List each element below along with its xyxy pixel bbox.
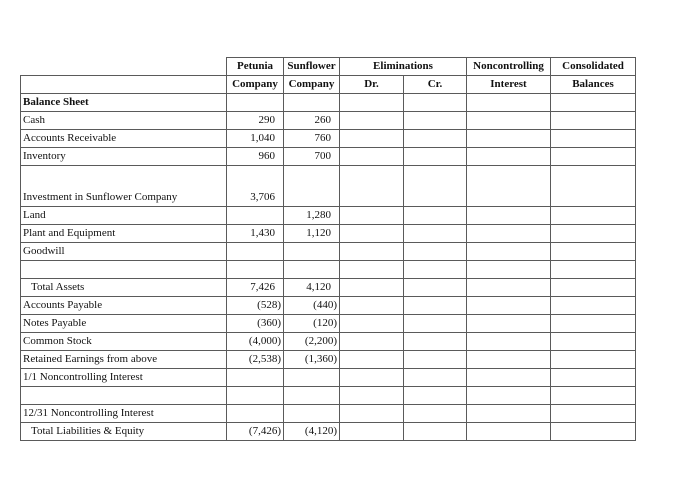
header-balances: Balances <box>551 76 636 94</box>
table-row <box>21 261 636 279</box>
sunflower-value: (120) <box>284 315 340 333</box>
table-row <box>21 166 636 207</box>
row-label: Total Assets <box>21 279 227 297</box>
petunia-value: (7,426) <box>227 423 284 441</box>
sunflower-value <box>284 166 340 207</box>
petunia-value <box>227 207 284 225</box>
table-row <box>21 112 636 130</box>
header-dr: Dr. <box>340 76 404 94</box>
petunia-value: 7,426 <box>227 279 284 297</box>
sunflower-value <box>284 243 340 261</box>
row-label: 1/1 Noncontrolling Interest <box>21 369 227 387</box>
row-label: Accounts Payable <box>21 297 227 315</box>
header-row-2 <box>21 76 636 94</box>
table-row <box>21 297 636 315</box>
sunflower-value <box>284 369 340 387</box>
petunia-value: (528) <box>227 297 284 315</box>
sunflower-value <box>284 405 340 423</box>
sunflower-value: 260 <box>284 112 340 130</box>
row-label: Accounts Receivable <box>21 130 227 148</box>
table-row <box>21 315 636 333</box>
petunia-value: (4,000) <box>227 333 284 351</box>
label-header-cell <box>21 76 227 94</box>
table-row <box>21 387 636 405</box>
header-sunflower: Sunflower <box>284 58 340 76</box>
sunflower-value: (2,200) <box>284 333 340 351</box>
petunia-value: (2,538) <box>227 351 284 369</box>
header-noncontrolling: Noncontrolling <box>467 58 551 76</box>
row-label: Retained Earnings from above <box>21 351 227 369</box>
header-petunia: Petunia <box>227 58 284 76</box>
row-label: Land <box>21 207 227 225</box>
row-label: Notes Payable <box>21 315 227 333</box>
row-label: Investment in Sunflower Company <box>21 166 227 207</box>
petunia-value: 960 <box>227 148 284 166</box>
petunia-value <box>227 405 284 423</box>
header-petunia-company: Company <box>227 76 284 94</box>
sunflower-value: (440) <box>284 297 340 315</box>
row-label: Plant and Equipment <box>21 225 227 243</box>
header-row-1 <box>21 58 636 76</box>
petunia-value <box>227 369 284 387</box>
table-row <box>21 243 636 261</box>
row-label: Cash <box>21 112 227 130</box>
table-row <box>21 207 636 225</box>
table-row <box>21 405 636 423</box>
sunflower-value: 1,280 <box>284 207 340 225</box>
table-row <box>21 333 636 351</box>
header-blank-cell <box>21 58 227 76</box>
sunflower-value: (1,360) <box>284 351 340 369</box>
petunia-value: 1,040 <box>227 130 284 148</box>
table-row <box>21 225 636 243</box>
sunflower-value: 4,120 <box>284 279 340 297</box>
sunflower-value: (4,120) <box>284 423 340 441</box>
table-row <box>21 130 636 148</box>
petunia-value: 1,430 <box>227 225 284 243</box>
section-title: Balance Sheet <box>21 94 227 112</box>
header-cr: Cr. <box>404 76 467 94</box>
header-consolidated: Consolidated <box>551 58 636 76</box>
row-label: Common Stock <box>21 333 227 351</box>
sunflower-value: 700 <box>284 148 340 166</box>
sunflower-value: 1,120 <box>284 225 340 243</box>
header-interest: Interest <box>467 76 551 94</box>
petunia-value: 3,706 <box>227 166 284 207</box>
sunflower-value: 760 <box>284 130 340 148</box>
petunia-value <box>227 243 284 261</box>
table-row <box>21 279 636 297</box>
consolidation-worksheet <box>20 57 636 441</box>
row-label: Total Liabilities & Equity <box>21 423 227 441</box>
row-label: 12/31 Noncontrolling Interest <box>21 405 227 423</box>
header-sunflower-company: Company <box>284 76 340 94</box>
table-row <box>21 351 636 369</box>
table-row <box>21 148 636 166</box>
petunia-value: (360) <box>227 315 284 333</box>
row-label: Goodwill <box>21 243 227 261</box>
table-row <box>21 94 636 112</box>
header-eliminations: Eliminations <box>340 58 467 76</box>
table-row <box>21 423 636 441</box>
row-label: Inventory <box>21 148 227 166</box>
table-row <box>21 369 636 387</box>
petunia-value: 290 <box>227 112 284 130</box>
